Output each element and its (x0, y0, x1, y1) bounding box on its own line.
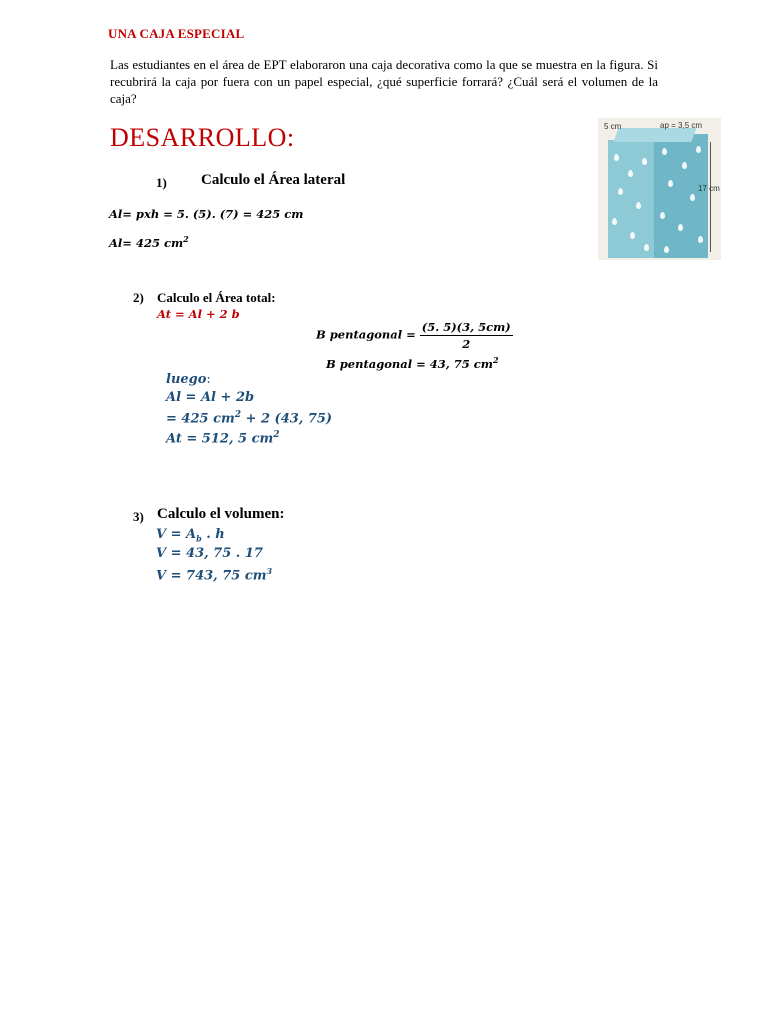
luego-label: luego: (166, 372, 211, 387)
step2-label: Calculo el Área total: (157, 290, 276, 305)
problem-statement: Las estudiantes en el área de EPT elaboraron una caja decorativa como la que se muestra en la figura. Si recubrirá la caja por fuera con un papel especial, ¿qué superficie forrará? ¿Cuál será el volumen de la caja? (110, 57, 658, 106)
box-figure (598, 118, 721, 260)
volume-line-2: V = 43, 75 . 17 (156, 546, 263, 561)
volume-line-1: $V = A_b$ . h (156, 527, 225, 544)
step1-number: 1) (156, 175, 167, 190)
box-top-face (613, 128, 696, 142)
total-area-line-3: At = 512, 5 $cm^2$ (166, 430, 280, 447)
step1-label: Calculo el Área lateral (201, 172, 346, 188)
step3-number: 3) (133, 509, 144, 524)
step1-equation-2: Al= 425 $cm^2$ (109, 234, 189, 250)
volume-line-3: V = 743, 75 $cm^3$ (156, 566, 273, 584)
total-area-line-1: Al = Al + 2b (166, 390, 255, 405)
step2-number: 2) (133, 290, 144, 305)
section-heading: DESARROLLO: (110, 123, 295, 152)
side-length-label: 5 cm (604, 122, 622, 131)
fraction-numerator: (5. 5)(3, 5cm) (421, 320, 511, 334)
fraction-denominator: 2 (462, 337, 471, 351)
document-title: UNA CAJA ESPECIAL (108, 26, 245, 41)
step3-label: Calculo el volumen: (157, 506, 285, 522)
step2-formula: At = Al + 2 b (157, 307, 240, 321)
total-area-line-2: = 425 $cm^2 + 2$ (43, 75) (166, 410, 333, 427)
pentagon-base-formula: B pentagonal = $\frac{(5. 5)(3, 5cm)}{2}$ (316, 320, 511, 351)
apothem-label: ap = 3,5 cm (660, 121, 703, 130)
height-label: 17 cm (698, 184, 720, 193)
step1-equation-1: Al= pxh = 5. (5). (7) = 425 cm (109, 207, 304, 221)
pentagon-base-result: B pentagonal = 43, 75 $cm^2$ (326, 355, 499, 371)
